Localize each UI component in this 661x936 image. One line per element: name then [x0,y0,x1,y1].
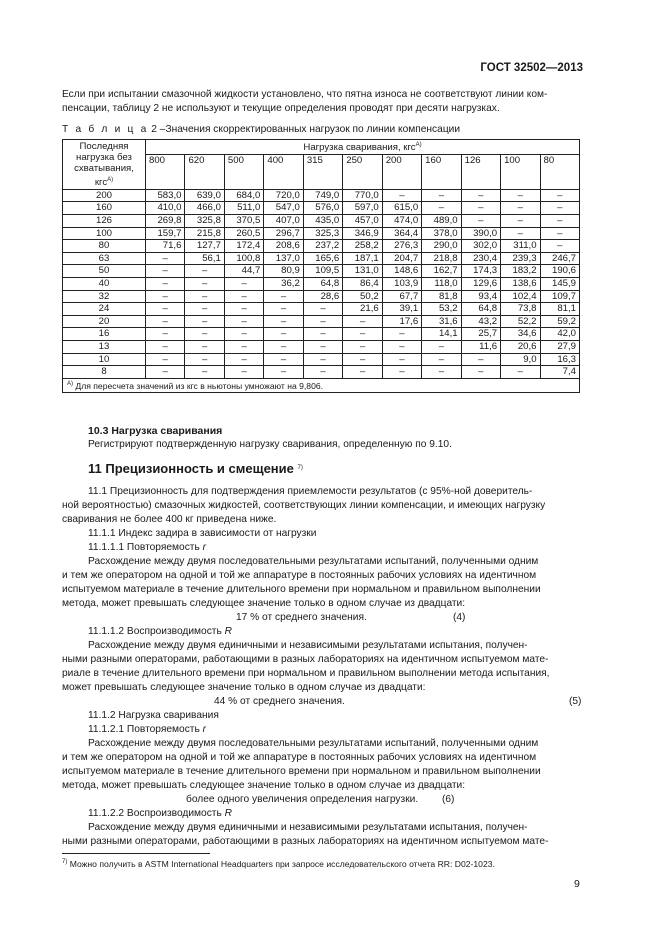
table-cell: 148,6 [382,265,421,278]
table-cell: 109,5 [303,265,342,278]
table-cell: 59,2 [540,315,579,328]
table-cell: – [540,227,579,240]
repro-a-line-1: Расхождение между двумя единичными и независимыми результатами испытания, получен- [88,640,528,651]
table-cell: 407,0 [264,215,303,228]
row-label: 13 [63,340,146,353]
repeat-b-line-3: испытуемом материале в течение длительного времени при нормальном и правильном выполнении [62,766,541,777]
table-cell: 25,7 [461,328,500,341]
table-cell: – [185,340,224,353]
table-caption [62,124,460,135]
table-cell: 290,0 [422,240,461,253]
row-label: 63 [63,252,146,265]
column-header: 160 [422,154,461,189]
repeat-a-line-4: метода, может превышать следующее значение только в одном случае из двадцати: [62,598,466,609]
table-cell: 615,0 [382,202,421,215]
column-header: 620 [185,154,224,189]
table-cell: – [501,366,540,379]
column-header: 126 [461,154,500,189]
table-cell: – [146,353,185,366]
table-cell: 73,8 [501,303,540,316]
table-cell: 81,1 [540,303,579,316]
repro-a-line-4: может превышать следующее значение только в одном случае из двадцати: [62,682,426,693]
table-cell: 364,4 [382,227,421,240]
table-row [63,328,580,341]
equation-5-number: (5) [569,696,582,707]
table-row [63,227,580,240]
table-cell: – [461,215,500,228]
equation-4: 17 % от среднего значения. [236,612,367,623]
table-cell: 50,2 [343,290,382,303]
table-cell: 103,9 [382,277,421,290]
row-label: 50 [63,265,146,278]
table-cell: – [540,215,579,228]
table-cell: 81,8 [422,290,461,303]
repeat-b-line-1: Расхождение между двумя последовательными результатами испытаний, полученными одним [88,738,539,749]
table-cell: – [224,315,263,328]
table-cell: 64,8 [303,277,342,290]
table-cell: 269,8 [146,215,185,228]
table-cell: – [540,202,579,215]
section-11-title-sup: 7) [297,465,303,471]
table-cell: – [224,277,263,290]
table-cell: 31,6 [422,315,461,328]
table-cell: 237,2 [303,240,342,253]
table-cell: 137,0 [264,252,303,265]
table-cell: – [303,328,342,341]
table-cell: – [224,303,263,316]
corner-line-2: нагрузка без [76,152,132,164]
table-cell: 159,7 [146,227,185,240]
table-cell: 258,2 [343,240,382,253]
table-row [63,315,580,328]
table-caption-prefix: Т а б л и ц а [62,124,149,135]
table-cell: 138,6 [501,277,540,290]
table-cell: 172,4 [224,240,263,253]
table-cell: – [501,202,540,215]
table-cell: 325,8 [185,215,224,228]
table-cell: 56,1 [185,252,224,265]
table-footnote: $^{A)}$ Для пересчета значений из кгс в ньютоны умножают на 9,806. [63,378,580,393]
table-cell: 276,3 [382,240,421,253]
footnote-rule [62,853,210,854]
table-cell: – [264,303,303,316]
section-10-3-title: 10.3 Нагрузка сваривания [88,425,223,437]
table-cell: 145,9 [540,277,579,290]
table-cell: 39,1 [382,303,421,316]
table-cell: – [185,315,224,328]
table-cell: 17,6 [382,315,421,328]
table-cell: – [185,366,224,379]
table-row [63,290,580,303]
table-cell: – [185,265,224,278]
table-cell: 346,9 [343,227,382,240]
table-cell: – [224,366,263,379]
repeat-a-line-3: испытуемом материале в течение длительного времени при нормальном и правильном выполнении [62,584,541,595]
table-cell: 109,7 [540,290,579,303]
table-cell: – [501,189,540,202]
table-cell: – [422,189,461,202]
table-cell: 14,1 [422,328,461,341]
table-row [63,189,580,202]
intro-line-1: Если при испытании смазочной жидкости установлено, что пятна износа не соответствуют линии ком- [62,89,548,100]
table-cell: 770,0 [343,189,382,202]
table-cell: – [185,290,224,303]
section-11-title: 11 Прецизионность и смещение $^{7)}$ [88,461,303,476]
row-label: 80 [63,240,146,253]
table-cell: 390,0 [461,227,500,240]
table-cell: 67,7 [382,290,421,303]
row-label: 32 [63,290,146,303]
column-header: 800 [146,154,185,189]
table-cell: 80,9 [264,265,303,278]
repro-b-line-2: ными разными операторами, работающими в разных лабораториях на идентичном испытуемом мате- [62,835,548,850]
table-cell: – [264,315,303,328]
table-cell: 187,1 [343,252,382,265]
table-cell: 260,5 [224,227,263,240]
table-cell: 162,7 [422,265,461,278]
footnote-7: $^{7)}$ Можно получить в ASTM International Headquarters при запросе исследовательского отчета RR: D02-1023. [62,859,495,869]
load-group-header: Нагрузка сваривания, кгс$^{A)}$ [146,140,580,155]
s11-para-3: сваривания не более 400 кг приведена ниже. [62,514,277,525]
table-cell: 466,0 [185,202,224,215]
table-cell: – [382,328,421,341]
table-cell: – [185,353,224,366]
table-row [63,215,580,228]
table-cell: 7,4 [540,366,579,379]
table-cell: – [224,340,263,353]
column-header: 315 [303,154,342,189]
table-cell: – [264,328,303,341]
table-caption-text: Значения скорректированных нагрузок по линии компенсации [165,124,461,135]
column-header: 500 [224,154,263,189]
table-cell: 100,8 [224,252,263,265]
table-cell: 34,6 [501,328,540,341]
table-cell: 52,2 [501,315,540,328]
table-cell: – [382,366,421,379]
column-header: 80 [540,154,579,189]
table-row [63,252,580,265]
table-cell: 131,0 [343,265,382,278]
column-header: 400 [264,154,303,189]
table-cell: 325,3 [303,227,342,240]
table-cell: – [146,340,185,353]
corner-line-4: кгс [94,176,108,188]
table-row [63,366,580,379]
table-cell: – [146,366,185,379]
table-cell: – [224,353,263,366]
intro-line-2: пенсации, таблицу 2 не используют и текущие определения проводят при десяти нагрузках. [62,103,500,114]
table-cell: 183,2 [501,265,540,278]
table-cell: – [343,340,382,353]
table-cell: – [224,328,263,341]
table-cell: 190,6 [540,265,579,278]
s11-para-2: ной вероятностью) смазочных жидкостей, соответствующих линии компенсации, и имеющих нагрузку [62,500,546,511]
table-cell: – [343,366,382,379]
table-cell: – [303,353,342,366]
table-cell: – [264,366,303,379]
equation-4-number: (4) [453,612,466,623]
table-cell: 296,7 [264,227,303,240]
table-cell: 474,0 [382,215,421,228]
table-cell: – [303,340,342,353]
corner-header [63,140,146,190]
table-cell: – [461,353,500,366]
column-header: 250 [343,154,382,189]
s11-para-1: 11.1 Прецизионность для подтверждения приемлемости результатов (с 95%-ной доверитель- [88,486,533,497]
repro-a-line-2: ными разными операторами, работающими в разных лабораториях на идентичном испытуемом мате- [62,654,549,665]
table-body [63,189,580,378]
corner-line-3: схватывания, [74,163,134,175]
table-cell: – [461,366,500,379]
table-cell: 42,0 [540,328,579,341]
table-cell: 576,0 [303,202,342,215]
corner-sup: A) [107,176,114,183]
row-label: 126 [63,215,146,228]
table-cell: – [540,189,579,202]
table-cell: 684,0 [224,189,263,202]
table-cell: – [303,366,342,379]
table-row [63,265,580,278]
table-cell: – [422,353,461,366]
table-cell: 208,6 [264,240,303,253]
table-cell: 435,0 [303,215,342,228]
table-cell: 174,3 [461,265,500,278]
table-cell: 165,6 [303,252,342,265]
table-cell: 239,3 [501,252,540,265]
table-cell: 129,6 [461,277,500,290]
table-cell: 102,4 [501,290,540,303]
repro-b-line-1: Расхождение между двумя единичными и независимыми результатами испытания, получен- [88,822,528,833]
table-cell: 378,0 [422,227,461,240]
table-cell: – [501,215,540,228]
table-cell: 218,8 [422,252,461,265]
table-cell: – [185,277,224,290]
row-label: 8 [63,366,146,379]
table-cell: – [264,353,303,366]
table-cell: – [501,227,540,240]
compensation-load-table [62,139,580,393]
table-cell: 28,6 [303,290,342,303]
table-cell: – [146,315,185,328]
table-cell: – [461,202,500,215]
table-cell: 749,0 [303,189,342,202]
table-cell: 639,0 [185,189,224,202]
table-cell: – [264,340,303,353]
table-cell: – [146,303,185,316]
table-cell: 93,4 [461,290,500,303]
section-10-3-text: Регистрируют подтвержденную нагрузку сваривания, определенную по 9.10. [88,439,452,450]
row-label: 20 [63,315,146,328]
table-cell: 410,0 [146,202,185,215]
table-cell: 547,0 [264,202,303,215]
row-label: 10 [63,353,146,366]
equation-6-number: (6) [442,794,455,805]
repeat-b-line-4: метода, может превышать следующее значение только в одном случае из двадцати: [62,780,466,791]
table-cell: 720,0 [264,189,303,202]
table-cell: 583,0 [146,189,185,202]
table-cell: – [343,353,382,366]
table-cell: 215,8 [185,227,224,240]
table-cell: – [343,328,382,341]
table-cell: 53,2 [422,303,461,316]
row-label: 40 [63,277,146,290]
document-code: ГОСТ 32502—2013 [480,62,583,74]
table-cell: – [422,340,461,353]
row-label: 16 [63,328,146,341]
table-cell: 64,8 [461,303,500,316]
table-cell: 71,6 [146,240,185,253]
column-header: 200 [382,154,421,189]
table-cell: 511,0 [224,202,263,215]
equation-6: более одного увеличения определения нагрузки. [186,794,419,805]
table-cell: 311,0 [501,240,540,253]
table-cell: – [146,290,185,303]
table-cell: 9,0 [501,353,540,366]
table-cell: – [343,315,382,328]
table-cell: – [382,189,421,202]
page-number: 9 [574,878,580,890]
heading-11-1-2-1: 11.1.2.1 Повторяемость r [88,724,206,735]
heading-11-1-2-2: 11.1.2.2 Воспроизводимость R [88,808,232,819]
table-cell: – [185,303,224,316]
table-cell: – [303,315,342,328]
table-cell: – [303,303,342,316]
row-label: 24 [63,303,146,316]
table-cell: – [185,328,224,341]
table-cell: 457,0 [343,215,382,228]
table-cell: 489,0 [422,215,461,228]
table-cell: 36,2 [264,277,303,290]
table-cell: 118,0 [422,277,461,290]
equation-5: 44 % от среднего значения. [214,696,345,707]
table-cell: 86,4 [343,277,382,290]
row-label: 100 [63,227,146,240]
table-cell: – [146,277,185,290]
table-cell: 16,3 [540,353,579,366]
table-cell: 302,0 [461,240,500,253]
heading-11-1-1: 11.1.1 Индекс задира в зависимости от нагрузки [88,528,317,539]
heading-11-1-2: 11.1.2 Нагрузка сваривания [88,710,219,721]
repeat-b-line-2: и тем же оператором на одной и той же аппаратуре в постоянных рабочих условиях на идентичном [62,752,537,763]
table-cell: – [146,265,185,278]
table-cell: – [382,353,421,366]
table-cell: – [461,189,500,202]
table-cell: 370,5 [224,215,263,228]
table-row [63,340,580,353]
table-cell: – [422,366,461,379]
table-cell: 43,2 [461,315,500,328]
corner-line-1: Последняя [79,141,129,152]
table-cell: – [224,290,263,303]
table-cell: 597,0 [343,202,382,215]
row-label: 200 [63,189,146,202]
table-cell: 127,7 [185,240,224,253]
table-row [63,240,580,253]
table-cell: 204,7 [382,252,421,265]
table-row [63,277,580,290]
table-row [63,202,580,215]
repro-a-line-3: риале в течение длительного времени при нормальном и правильном выполнении метода испытания, [62,668,550,679]
table-cell: 230,4 [461,252,500,265]
heading-11-1-1-2: 11.1.1.2 Воспроизводимость R [88,626,232,637]
table-caption-number: 2 – [148,124,166,135]
table-row [63,303,580,316]
table-cell: 11,6 [461,340,500,353]
table-cell: – [146,328,185,341]
heading-11-1-1-1: 11.1.1.1 Повторяемость r [88,542,206,553]
column-header: 100 [501,154,540,189]
table-cell: – [264,290,303,303]
table-cell: 20,6 [501,340,540,353]
table-cell: – [540,240,579,253]
table-cell: 27,9 [540,340,579,353]
table-cell: – [146,252,185,265]
repeat-a-line-1: Расхождение между двумя последовательными результатами испытаний, полученными одним [88,556,539,567]
table-cell: – [422,202,461,215]
table-cell: 44,7 [224,265,263,278]
table-cell: 21,6 [343,303,382,316]
table-row [63,353,580,366]
repeat-a-line-2: и тем же оператором на одной и той же аппаратуре в постоянных рабочих условиях на идентичном [62,570,537,581]
table-cell: 246,7 [540,252,579,265]
row-label: 160 [63,202,146,215]
table-cell: – [382,340,421,353]
